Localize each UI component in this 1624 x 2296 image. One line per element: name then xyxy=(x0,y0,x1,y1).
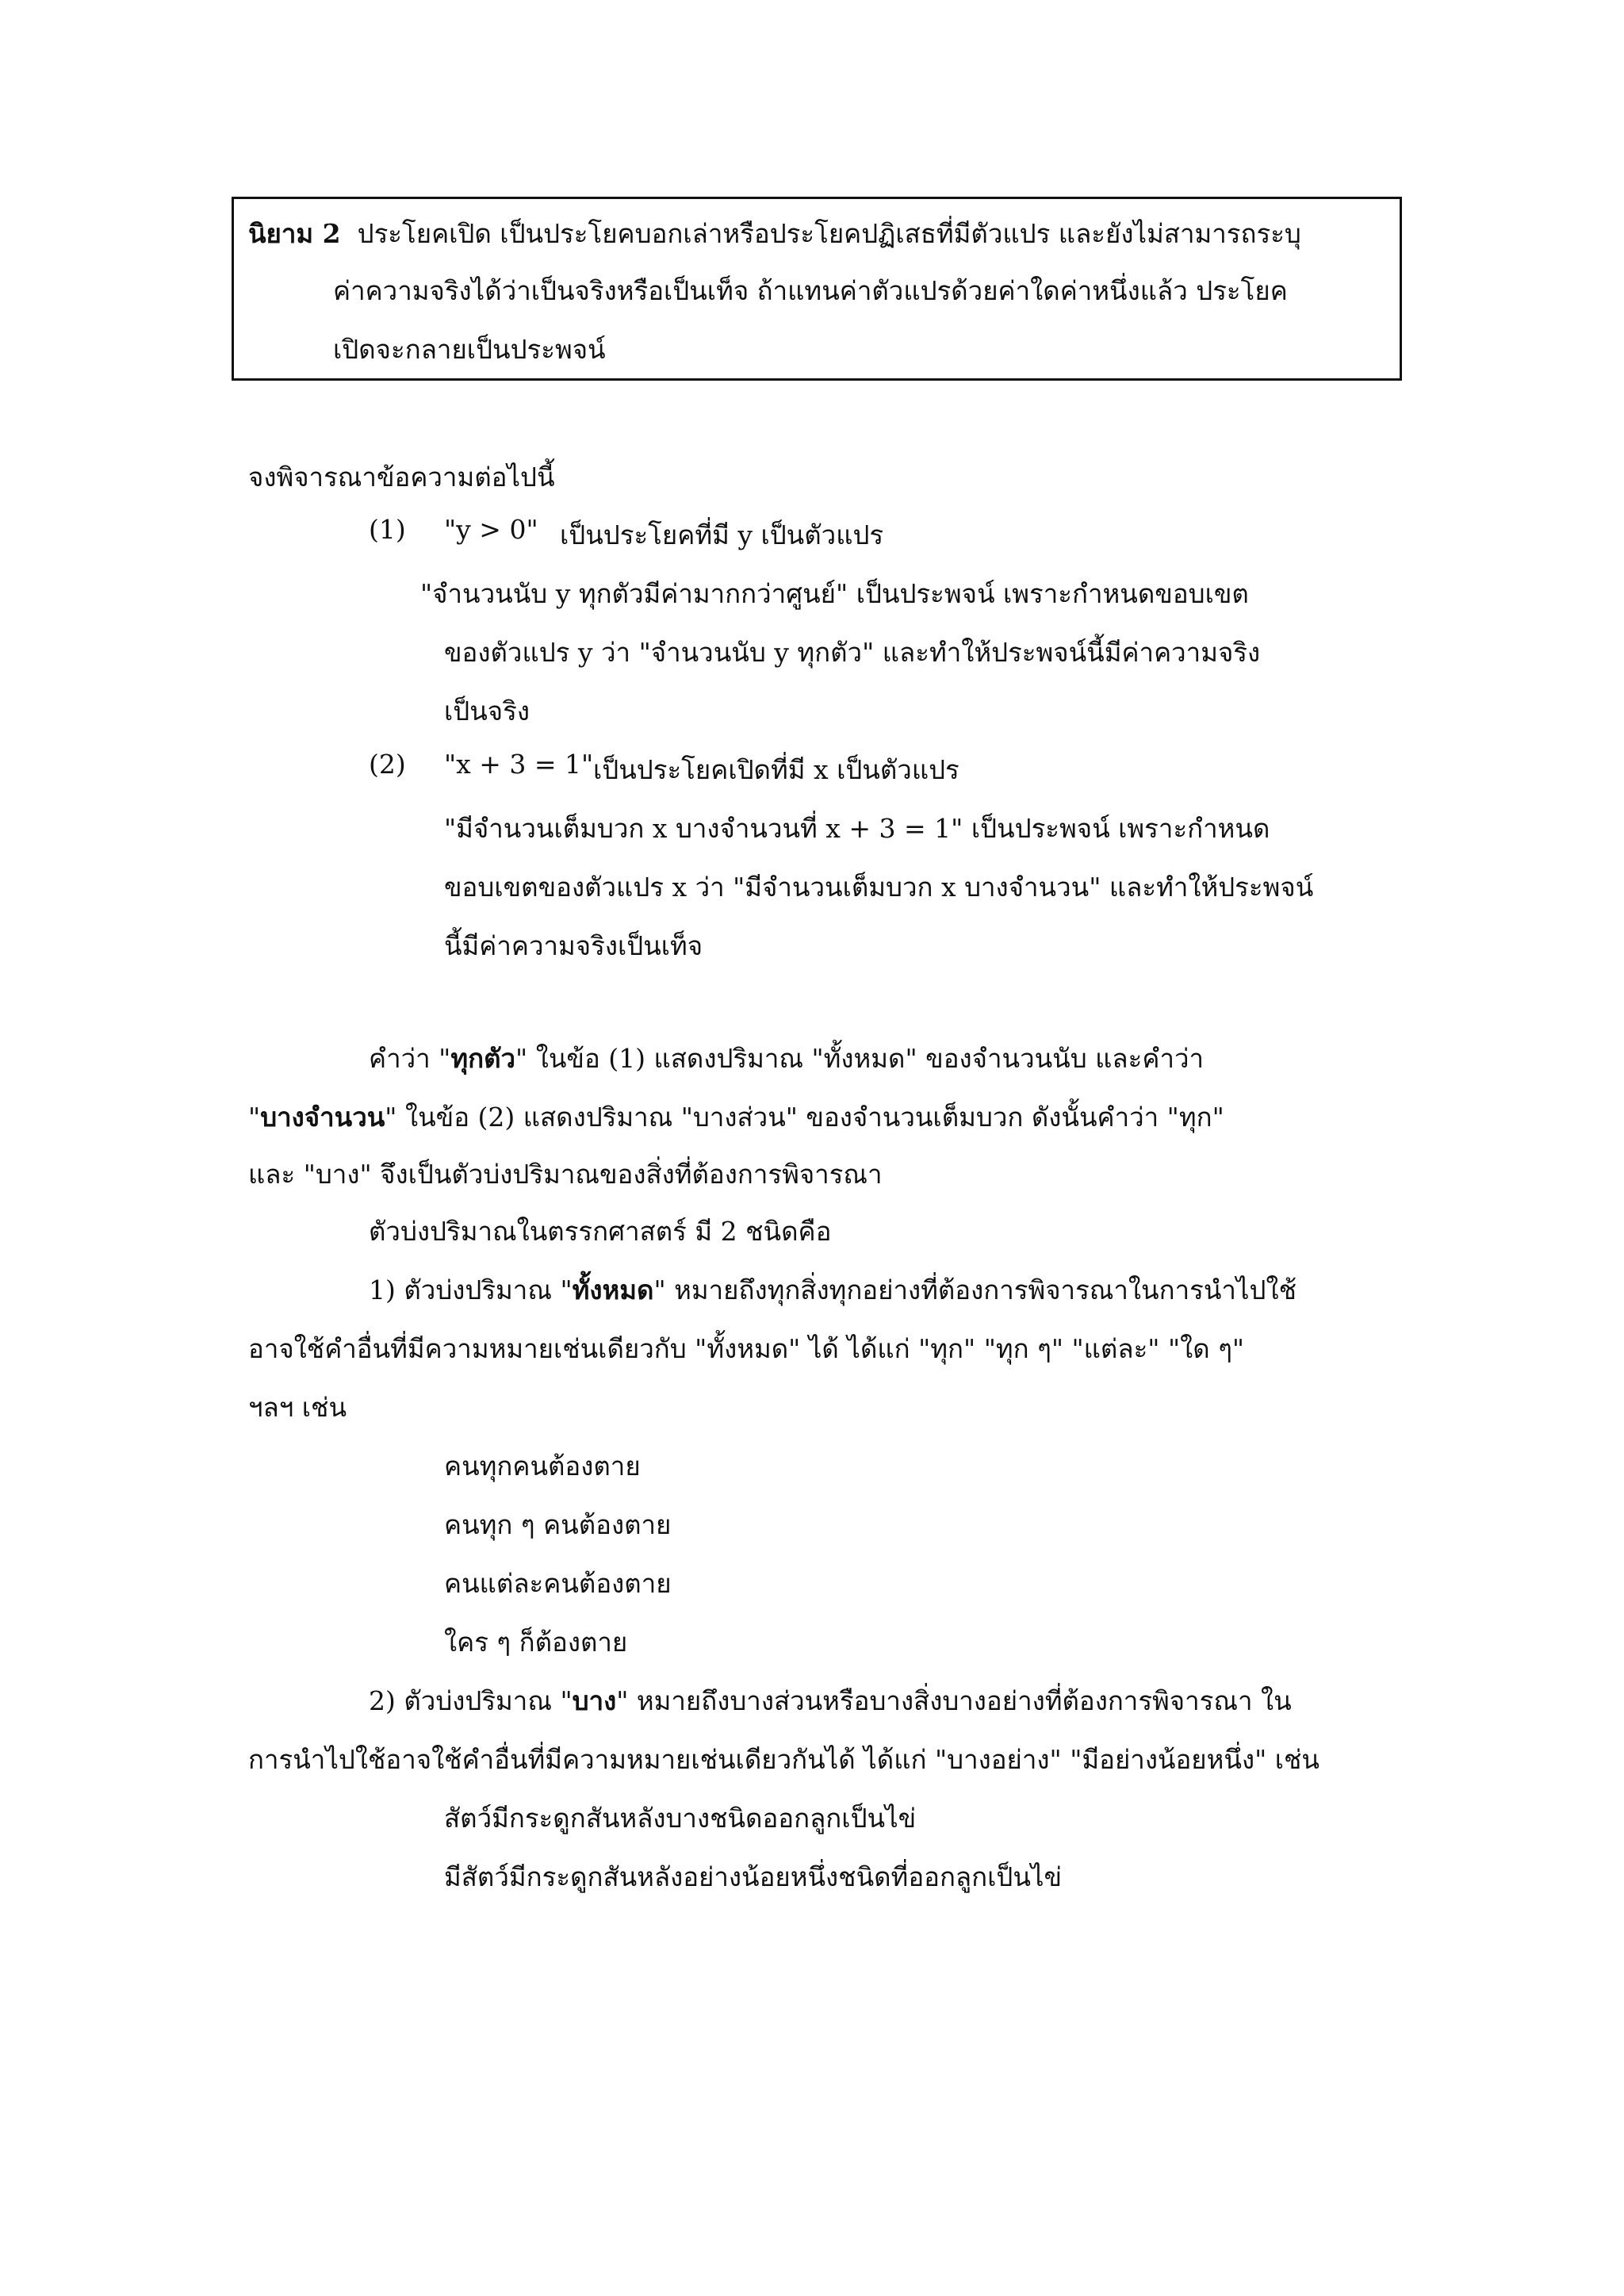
q2-bold-bang: บาง xyxy=(572,1685,617,1716)
example-1-line-3: ของตัวแปร y ว่า "จำนวนนับ y ทุกตัว" และทำให้ประพจน์นี้มีค่าความจริง xyxy=(444,637,1261,668)
q1-post: " หมายถึงทุกสิ่งทุกอย่างที่ต้องการพิจารณาในการนำไปใช้ xyxy=(653,1274,1297,1305)
example-2-expression: "x + 3 = 1" xyxy=(444,749,594,780)
para1-quote: " xyxy=(248,1102,261,1133)
paragraph-1-line-3: และ "บาง" จึงเป็นตัวบ่งปริมาณของสิ่งที่ต้องการพิจารณา xyxy=(248,1159,883,1190)
definition-line-1 xyxy=(248,213,1301,255)
para1-text-c: " ในข้อ (2) แสดงปริมาณ "บางส่วน" ของจำนวนเต็มบวก ดังนั้นคำว่า "ทุก" xyxy=(385,1102,1224,1133)
quantifier-2-line-2: การนำไปใช้อาจใช้คำอื่นที่มีความหมายเช่นเดียวกันได้ ได้แก่ "บางอย่าง" "มีอย่างน้อยหนึ่ง" เช่น xyxy=(248,1744,1320,1775)
quantifier-1-line-2: อาจใช้คำอื่นที่มีความหมายเช่นเดียวกับ "ทั้งหมด" ได้ ได้แก่ "ทุก" "ทุก ๆ" "แต่ละ" "ใด ๆ" xyxy=(248,1333,1245,1364)
example-2-line-3: ขอบเขตของตัวแปร x ว่า "มีจำนวนเต็มบวก x บางจำนวน" และทำให้ประพจน์ xyxy=(444,872,1314,903)
paragraph-1-line-1 xyxy=(369,1037,1204,1079)
example-1-description: เป็นประโยคที่มี y เป็นตัวแปร xyxy=(560,519,884,550)
q1-bold-tang-mod: ทั้งหมด xyxy=(572,1274,654,1305)
quantifier-2-example: สัตว์มีกระดูกสันหลังบางชนิดออกลูกเป็นไข่ xyxy=(444,1803,917,1834)
definition-text-1: ประโยคเปิด เป็นประโยคบอกเล่าหรือประโยคปฏิเสธที่มีตัวแปร และยังไม่สามารถระบุ xyxy=(357,218,1301,249)
example-1-number: (1) xyxy=(369,514,406,545)
quantifier-1-example: คนทุก ๆ คนต้องตาย xyxy=(444,1509,672,1540)
quantifier-1-example: ใคร ๆ ก็ต้องตาย xyxy=(444,1627,628,1658)
definition-line-3: เปิดจะกลายเป็นประพจน์ xyxy=(333,334,606,365)
example-2-line-4: นี้มีค่าความจริงเป็นเท็จ xyxy=(444,930,703,961)
q2-pre: 2) ตัวบ่งปริมาณ " xyxy=(369,1685,573,1716)
definition-label: นิยาม 2 xyxy=(248,218,341,249)
definition-line-2: ค่าความจริงได้ว่าเป็นจริงหรือเป็นเท็จ ถ้าแทนค่าตัวแปรด้วยค่าใดค่าหนึ่งแล้ว ประโยค xyxy=(333,275,1288,306)
example-2-description: เป็นประโยคเปิดที่มี x เป็นตัวแปร xyxy=(593,754,959,785)
q1-pre: 1) ตัวบ่งปริมาณ " xyxy=(369,1274,573,1305)
example-1-line-4: เป็นจริง xyxy=(444,696,530,726)
q2-post: " หมายถึงบางส่วนหรือบางสิ่งบางอย่างที่ต้องการพิจารณา ใน xyxy=(616,1685,1292,1716)
example-2-line-2: "มีจำนวนเต็มบวก x บางจำนวนที่ x + 3 = 1" เป็นประพจน์ เพราะกำหนด xyxy=(444,813,1270,844)
example-1-line-2: "จำนวนนับ y ทุกตัวมีค่ามากกว่าศูนย์" เป็นประพจน์ เพราะกำหนดขอบเขต xyxy=(420,578,1249,609)
quantifier-1-line-3: ฯลฯ เช่น xyxy=(248,1392,347,1423)
quantifier-2-line-1 xyxy=(369,1680,1292,1722)
quantifier-2-example: มีสัตว์มีกระดูกสันหลังอย่างน้อยหนึ่งชนิดที่ออกลูกเป็นไข่ xyxy=(444,1861,1063,1892)
para1-bold-bang-jamnuan: บางจำนวน xyxy=(260,1102,385,1133)
quantifier-1-example: คนทุกคนต้องตาย xyxy=(444,1451,641,1481)
paragraph-2: ตัวบ่งปริมาณในตรรกศาสตร์ มี 2 ชนิดคือ xyxy=(369,1216,832,1247)
paragraph-1-line-2 xyxy=(248,1096,1224,1138)
example-2-number: (2) xyxy=(369,749,406,780)
quantifier-1-example: คนแต่ละคนต้องตาย xyxy=(444,1568,672,1599)
example-1-expression: "y > 0" xyxy=(444,514,538,545)
quantifier-1-line-1 xyxy=(369,1269,1297,1311)
para1-bold-tuk-tua: ทุกตัว xyxy=(450,1043,516,1074)
para1-text-a: คำว่า " xyxy=(369,1043,451,1074)
intro-text: จงพิจารณาข้อความต่อไปนี้ xyxy=(248,462,555,493)
para1-text-b: " ในข้อ (1) แสดงปริมาณ "ทั้งหมด" ของจำนวนนับ และคำว่า xyxy=(515,1043,1205,1074)
